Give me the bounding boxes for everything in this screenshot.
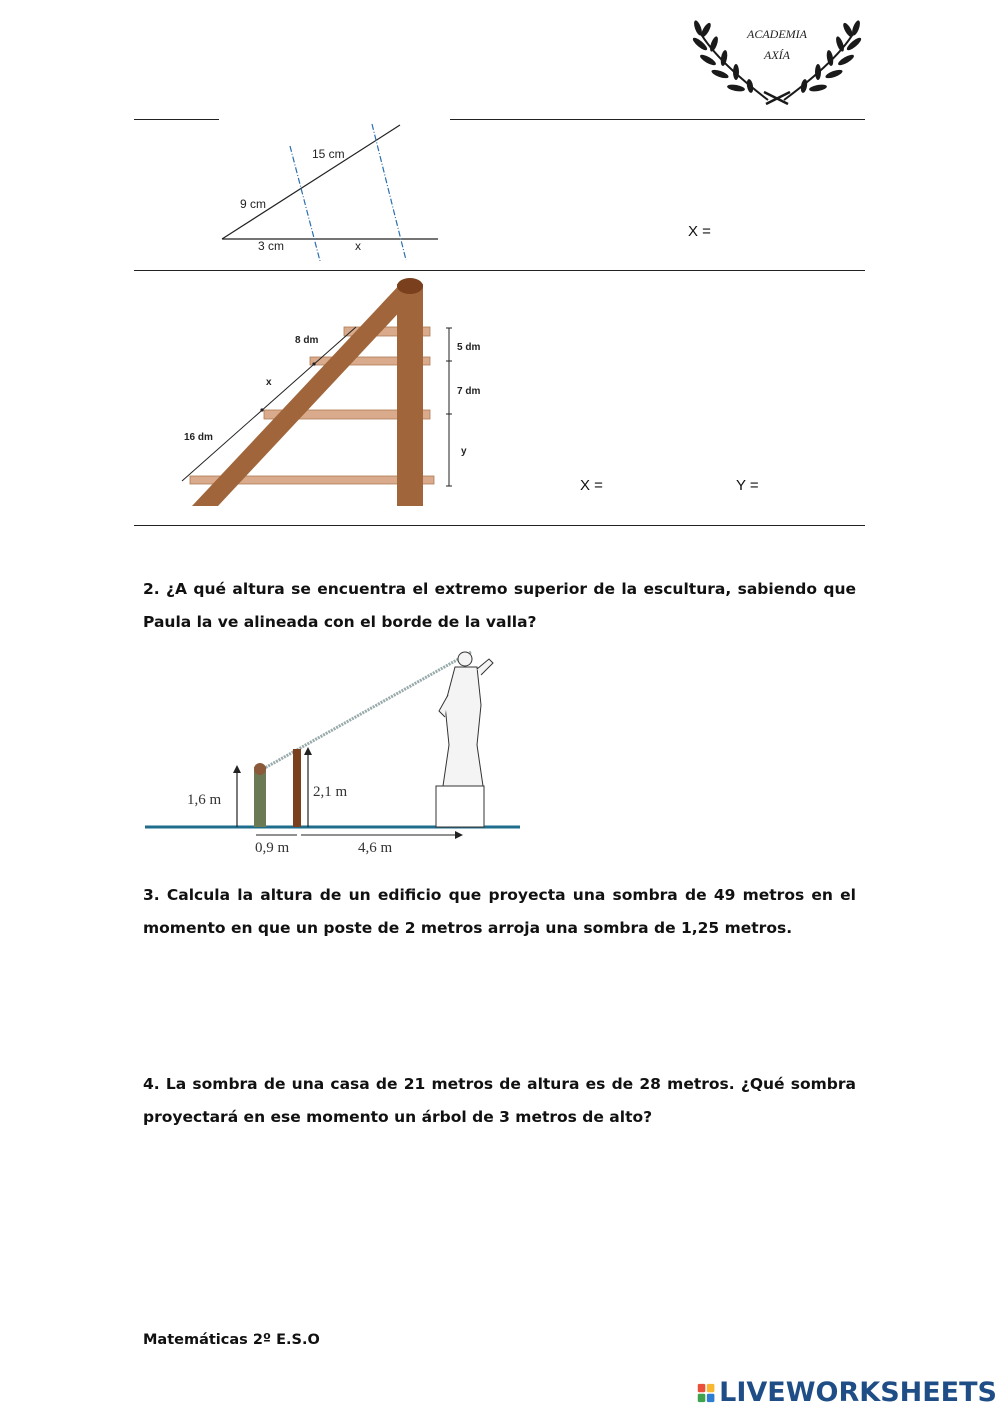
liveworksheets-text: LIVEWORKSHEETS xyxy=(719,1377,997,1408)
question-4: 4. La sombra de una casa de 21 metros de altura es de 28 metros. ¿Qué sombra proyectará en ese momento un árbol de 3 metros de alto? xyxy=(143,1075,856,1126)
label-3cm: 3 cm xyxy=(258,239,285,253)
mid-rule-1 xyxy=(134,270,865,271)
parallel-line-1 xyxy=(290,146,320,261)
label-9cm: 9 cm xyxy=(240,197,267,211)
thales-triangle-figure xyxy=(220,120,450,265)
question-2: 2. ¿A qué altura se encuentra el extremo superior de la escultura, sabiendo que Paula la ve alineada con el borde de la valla? xyxy=(143,580,856,631)
parallel-line-2 xyxy=(372,124,406,260)
label-x: x xyxy=(355,239,361,253)
pedestal xyxy=(436,786,484,827)
hypotenuse-line xyxy=(222,125,400,239)
academy-logo xyxy=(688,14,866,106)
sculpture-figure xyxy=(143,645,528,860)
label-dist-2: 4,6 m xyxy=(358,840,393,856)
diagonal-beam xyxy=(192,280,420,506)
fence-post xyxy=(293,749,301,827)
liveworksheets-logo-icon xyxy=(697,1380,715,1406)
ladder-figure xyxy=(178,272,498,512)
answer-x-2: X = xyxy=(580,477,603,494)
label-dist-1: 0,9 m xyxy=(255,840,290,856)
label-paula-height: 1,6 m xyxy=(187,792,222,808)
label-15cm: 15 cm xyxy=(312,147,345,161)
laurel-wreath-icon xyxy=(688,14,866,106)
liveworksheets-brand xyxy=(697,1376,997,1410)
label-x-ladder: x xyxy=(266,377,272,388)
vertical-post xyxy=(397,284,423,506)
label-7dm: 7 dm xyxy=(457,386,481,397)
label-fence-height: 2,1 m xyxy=(313,784,348,800)
label-16dm: 16 dm xyxy=(184,432,213,443)
logo-line1: ACADEMIA xyxy=(747,27,807,41)
answer-x-1: X = xyxy=(688,223,711,240)
logo-line2: AXÍA xyxy=(764,48,790,62)
mid-rule-2 xyxy=(134,525,865,526)
statue-icon xyxy=(439,652,493,786)
question-3: 3. Calcula la altura de un edificio que proyecta una sombra de 49 metros en el momento en que un poste de 2 metros arroja una sombra de 1,25 metros. xyxy=(143,886,856,937)
footer-subject: Matemáticas 2º E.S.O xyxy=(143,1332,320,1348)
post-top xyxy=(397,278,423,294)
top-rule-right xyxy=(450,119,865,120)
answer-y-2: Y = xyxy=(736,477,759,494)
label-8dm: 8 dm xyxy=(295,335,319,346)
top-rule-left xyxy=(134,119,219,120)
paula-figure xyxy=(254,767,266,827)
label-5dm: 5 dm xyxy=(457,342,481,353)
diag-dimension-line xyxy=(182,327,356,481)
label-y: y xyxy=(461,446,467,457)
